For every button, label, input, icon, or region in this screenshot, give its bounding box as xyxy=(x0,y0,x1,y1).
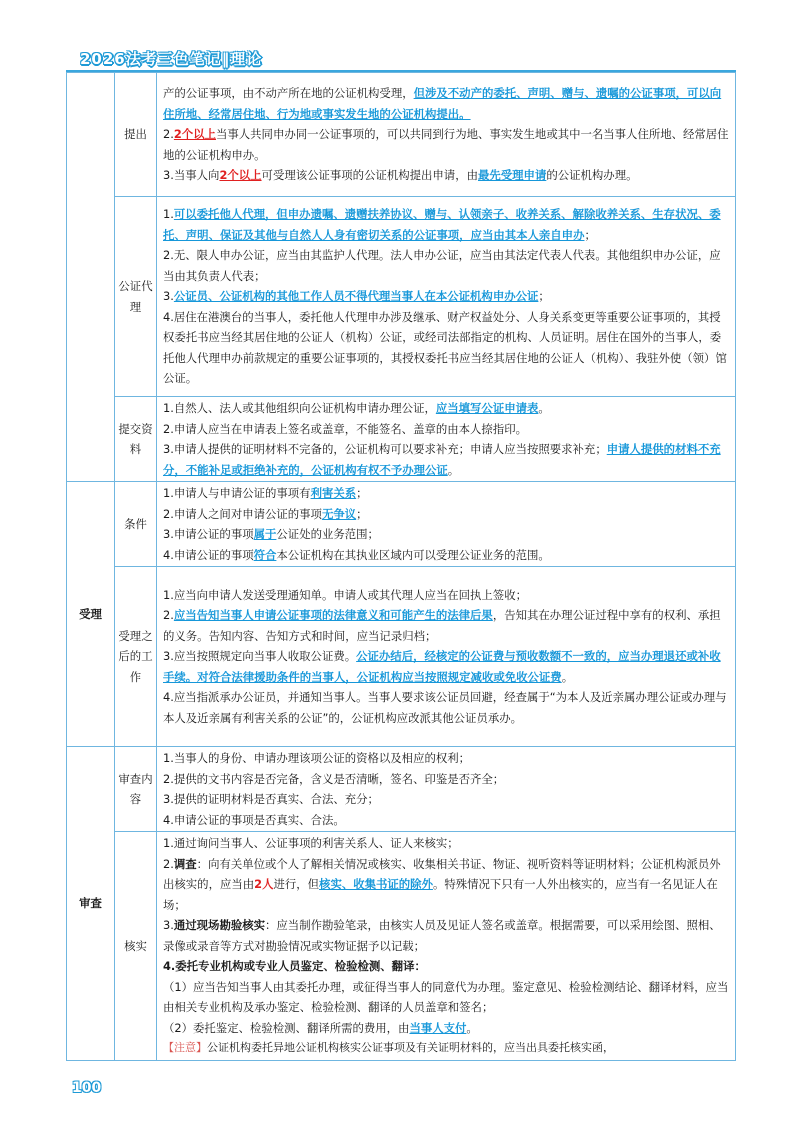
row-content-daili xyxy=(157,197,736,397)
paragraph: 4.居住在港澳台的当事人，委托他人代理申办涉及继承、财产权益处分、人身关系变更等重要公证事项的，其授权委托书应当经其居住地的公证人（机构）公证，或经司法部指定的机构、人员证明。居住在国外的当事人，委托他人代理申办前款规定的重要公证事项的，其授权委托书应当经其居住地的公证人（机构）、我驻外使（领）馆公证。 xyxy=(163,309,727,386)
row-neirong xyxy=(67,747,736,832)
paragraph: 4.申请公证的事项是否真实、合法。 xyxy=(163,812,345,827)
row-content-tichu xyxy=(157,73,736,197)
row-content-zhihou xyxy=(157,567,736,747)
paragraph: 1.自然人、法人或其他组织向公证机构申请办理公证，应当填写公证申请表。 xyxy=(163,401,550,415)
row-label-heshi: 核实 xyxy=(115,832,157,1061)
paragraph: 4.委托专业机构或专业人员鉴定、检验检测、翻译： xyxy=(163,959,426,973)
paragraph: 产的公证事项，由不动产所在地的公证机构受理，但涉及不动产的委托、声明、赠与、遗嘱的公证事项，可以向住所地、经常居住地、行为地或事实发生地的公证机构提出。 xyxy=(163,86,722,121)
paragraph: 1.通过询问当事人、公证事项的利害关系人、证人来核实； xyxy=(163,836,459,850)
paragraph: 1.应当向申请人发送受理通知单。申请人或其代理人应当在回执上签收； xyxy=(163,587,527,602)
header-title: 2026法考三色笔记‖理论 xyxy=(80,50,263,68)
page-number: 100 xyxy=(72,1080,102,1096)
note-tag: 【注意】 xyxy=(163,1041,207,1054)
row-zhihou xyxy=(67,567,736,747)
paragraph: 3.提供的证明材料是否真实、合法、充分； xyxy=(163,792,379,806)
row-heshi xyxy=(67,832,736,1061)
notary-procedure-table xyxy=(66,72,736,1061)
row-content-heshi xyxy=(157,832,736,1061)
paragraph: 3.申请公证的事项属于公证处的业务范围； xyxy=(163,527,379,541)
paragraph: 4.应当指派承办公证员，并通知当事人。当事人要求该公证员回避，经查属于“为本人及近亲属办理公证或办理与本人及近亲属有利害关系的公证”的，公证机构应改派其他公证员承办。 xyxy=(163,690,727,725)
section-shouli: 受理 xyxy=(67,482,115,747)
row-tijiao xyxy=(67,397,736,482)
paragraph: 3.公证员、公证机构的其他工作人员不得代理当事人在本公证机构申办公证； xyxy=(163,289,550,304)
paragraph: 2.提供的文书内容是否完备，含义是否清晰，签名、印鉴是否齐全； xyxy=(163,771,505,786)
section-shencha: 审查 xyxy=(67,747,115,1061)
row-label-tijiao: 提交资料 xyxy=(115,397,157,482)
row-content-tijiao xyxy=(157,397,736,482)
paragraph: 2.应当告知当事人申请公证事项的法律意义和可能产生的法律后果，告知其在办理公证过程中享有的权利、承担的义务。告知内容、告知方式和时间，应当记录归档； xyxy=(163,608,721,643)
paragraph: 3.应当按照规定向当事人收取公证费。公证办结后，经核定的公证费与预收数额不一致的，应当办理退还或补收手续。对符合法律援助条件的当事人，公证机构应当按照规定减收或免收公证费。 xyxy=(163,649,721,684)
paragraph: 1.当事人的身份、申请办理该项公证的资格以及相应的权利； xyxy=(163,751,471,765)
row-label-zhihou: 受理之后的工作 xyxy=(115,567,157,747)
paragraph: 1.申请人与申请公证的事项有利害关系； xyxy=(163,486,368,500)
note: 【注意】公证机构委托异地公证机构核实公证事项及有关证明材料的，应当出具委托核实函， xyxy=(163,1041,614,1054)
paragraph: 3.通过现场勘验核实：应当制作勘验笔录，由核实人员及见证人签名或盖章。根据需要，可以采用绘图、照相、录像或录音等方式对勘验情况或实物证据予以记载； xyxy=(163,918,721,953)
row-label-daili: 公证代理 xyxy=(115,197,157,397)
paragraph: 2.申请人应当在申请表上签名或盖章，不能签名、盖章的由本人捺指印。 xyxy=(163,421,527,436)
paragraph: 2.申请人之间对申请公证的事项无争议； xyxy=(163,506,368,521)
row-tichu xyxy=(67,73,736,197)
paragraph: 3.当事人向2个以上可受理该公证事项的公证机构提出申请，由最先受理申请的公证机构办理。 xyxy=(163,168,638,183)
paragraph: （2）委托鉴定、检验检测、翻译所需的费用，由当事人支付。 xyxy=(163,1020,478,1035)
paragraph: （1）应当告知当事人由其委托办理，或征得当事人的同意代为办理。鉴定意见、检验检测结论、翻译材料，应当由相关专业机构及承办鉴定、检验检测、翻译的人员盖章和签名； xyxy=(163,979,729,1014)
section-shenqing-cell xyxy=(67,73,115,482)
paragraph: 2.2个以上当事人共同申办同一公证事项的，可以共同到行为地、事实发生地或其中一名当事人住所地、经常居住地的公证机构申办。 xyxy=(163,127,729,162)
paragraph: 1.可以委托他人代理，但申办遗嘱、遗赠扶养协议、赠与、认领亲子、收养关系、解除收养关系、生存状况、委托、声明、保证及其他与自然人人身有密切关系的公证事项，应当由其本人亲自申办； xyxy=(163,207,721,242)
paragraph: 2.无、限人申办公证，应当由其监护人代理。法人申办公证，应当由其法定代表人代表。其他组织申办公证，应当由其负责人代表； xyxy=(163,248,721,283)
paragraph: 4.申请公证的事项符合本公证机构在其执业区域内可以受理公证业务的范围。 xyxy=(163,547,550,562)
row-tiaojian xyxy=(67,482,736,567)
row-label-neirong: 审查内容 xyxy=(115,747,157,832)
row-content-tiaojian xyxy=(157,482,736,567)
row-daili xyxy=(67,197,736,397)
row-label-tiaojian: 条件 xyxy=(115,482,157,567)
row-content-neirong xyxy=(157,747,736,832)
paragraph: 3.申请人提供的证明材料不完备的，公证机构可以要求补充；申请人应当按照要求补充；申请人提供的材料不充分，不能补足或拒绝补充的，公证机构有权不予办理公证。 xyxy=(163,442,721,477)
paragraph: 2.调查：向有关单位或个人了解相关情况或核实、收集相关书证、物证、视听资料等证明材料；公证机构派员外出核实的，应当由2人进行，但核实、收集书证的除外。特殊情况下只有一人外出核实的，应当有一名见证人在场； xyxy=(163,856,721,912)
row-label-tichu: 提出 xyxy=(115,73,157,197)
